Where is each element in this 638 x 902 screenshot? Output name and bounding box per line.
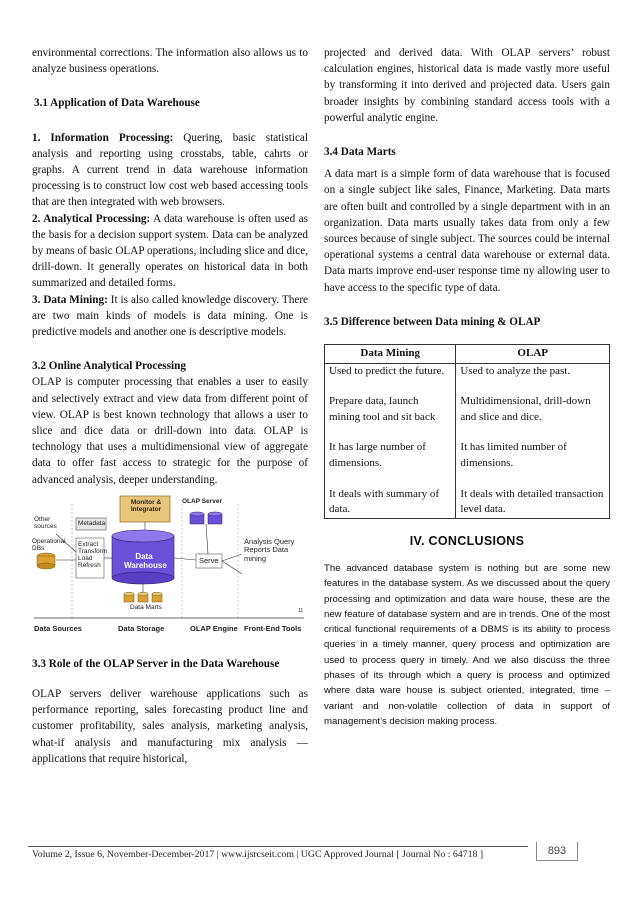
operational-db-icon (37, 553, 55, 569)
table-cell: It has large number of dimensions. (325, 440, 456, 471)
section-3-3-title: 3.3 Role of the OLAP Server in the Data Warehouse (32, 657, 280, 670)
header-olap: OLAP (456, 345, 610, 364)
section-3-5-title: 3.5 Difference between Data mining & OLAP (324, 315, 541, 328)
section-3-2-title: 3.2 Online Analytical Processing (32, 360, 186, 373)
table-cell: Used to analyze the past. (456, 363, 610, 379)
label-olap-engine: OLAP Engine (190, 623, 238, 633)
label-other-sources: Other sources (34, 515, 57, 530)
label-frontend-tools: Front-End Tools (244, 623, 302, 633)
table-cell: Used to predict the future. (325, 363, 456, 379)
figure-number: 11 (298, 607, 304, 614)
left-column (32, 45, 308, 767)
olap-architecture-figure (32, 494, 308, 634)
label-operational-dbs: Operational DBs (32, 537, 66, 552)
label-analysis: Analysis Query Reports Data mining (244, 536, 295, 563)
table-header-row (325, 345, 610, 364)
page-number: 893 (536, 842, 578, 861)
continued-paragraph: projected and derived data. With OLAP servers’ robust calculation engines, historical data is made vastly more useful by transforming it into derived and projected data. Users gain broader insights by combining standard access tools with a powerful analytic engine. (324, 47, 610, 124)
table-cell: Multidimensional, drill-down and slice and dice. (456, 394, 610, 425)
olap-server-icon (190, 512, 222, 524)
label-data-storage: Data Storage (118, 623, 165, 633)
section-3-4-text: A data mart is a simple form of data warehouse that is focused on a single subject like sales, Finance, Marketing. Data marts are often built and controlled by a single department with in an organization. Data marts usually takes data from only a few sources because of single subject. The sources could be internal operational systems a central data warehouse or external data. Data marts improve end-user response time ny allowing user to have access to the specific type of data. (324, 168, 610, 294)
section-3-3-text: OLAP servers deliver warehouse applications such as performance reporting, sales forecasting product line and customer profitability, sales analysis, marketing analysis, what-if analysis and manufacturing mix analysis — applications that require historical, (32, 688, 308, 765)
section-3-1-title: 3.1 Application of Data Warehouse (34, 97, 200, 110)
conclusions-text: The advanced database system is nothing but are some new features in the database system. As we discussed about the query processing and optimization and data ware house, these are the new feature of database system and are in trends. One of the most critical functional requirements of a DBMS is its ability to process queries in a timely manner, query process and optimization are used to process query in timely. And we also discuss the three phases of its through which a query is process and optimized where data ware house is subject oriented, integrated, time –variant and non-volatile collection of data in support of management’s decision making process. (324, 563, 610, 727)
table-cell: Prepare data, launch mining tool and sit back (325, 394, 456, 425)
footer-rule (28, 846, 528, 847)
table-cell: It has limited number of dimensions. (456, 440, 610, 471)
footer-text: Volume 2, Issue 6, November-December-2017 | www.ijsrcseit.com | UGC Approved Journal [ Journal No : 64718 ] (32, 849, 484, 860)
label-serve: Serve (199, 555, 219, 565)
label-etl: Extract Transform Load Refresh (78, 540, 108, 569)
item-data-mining: 3. Data Mining: It is also called knowledge discovery. There are two main kinds of models is data mining. One is predictive models and another one is descriptive models. (32, 293, 309, 339)
header-data-mining: Data Mining (325, 345, 456, 364)
table-cell: It deals with detailed transaction level data. (456, 487, 610, 519)
table-row (325, 440, 610, 471)
item-information-processing: 1. Information Processing: Quering, basic statistical analysis and reporting using crosstabs, table, cahrts or graphs. A current trend in data warehouse information processing is to construct low cost web based accessing tools that are then integrated with web browsers. (32, 131, 308, 209)
label-data-sources: Data Sources (34, 623, 82, 633)
architecture-diagram (32, 494, 308, 634)
label-olap-server: OLAP Server (182, 497, 222, 505)
section-3-4-title: 3.4 Data Marts (324, 146, 396, 159)
label-data-marts: Data Marts (130, 603, 162, 611)
label-data-warehouse: Data Warehouse (124, 551, 167, 570)
page-footer (28, 846, 608, 864)
conclusions-title: IV. CONCLUSIONS (409, 533, 525, 548)
table-cell: It deals with summary of data. (325, 487, 456, 519)
right-column (324, 45, 610, 729)
comparison-table (324, 344, 610, 519)
item-analytical-processing: 2. Analytical Processing: A data warehouse is often used as the basis for a decision support system. Data can be analyzed by means of basic OLAP operations, including slice and dice, drill-down. It generally operates on historical data in both summarized and detailed forms. (32, 212, 308, 290)
label-metadata: Metadata (78, 519, 106, 527)
intro-paragraph: environmental corrections. The information also allows us to analyze business operations. (32, 47, 308, 76)
table-row (325, 487, 610, 519)
label-monitor-integrator: Monitor & Integrator (130, 498, 162, 513)
section-3-2-text: OLAP is computer processing that enables a user to easily and selectively extract and view data from different point of view. OLAP is best known technology that allows a user to slice and dice data or drill-down into data. OLAP is technology that uses a multidimensional view of aggregate data to offer fast access to strategic for the purpose of advanced analysis, deeper understanding. (32, 376, 308, 486)
table-row (325, 394, 610, 425)
data-marts-icon (124, 592, 162, 602)
table-row (325, 363, 610, 379)
